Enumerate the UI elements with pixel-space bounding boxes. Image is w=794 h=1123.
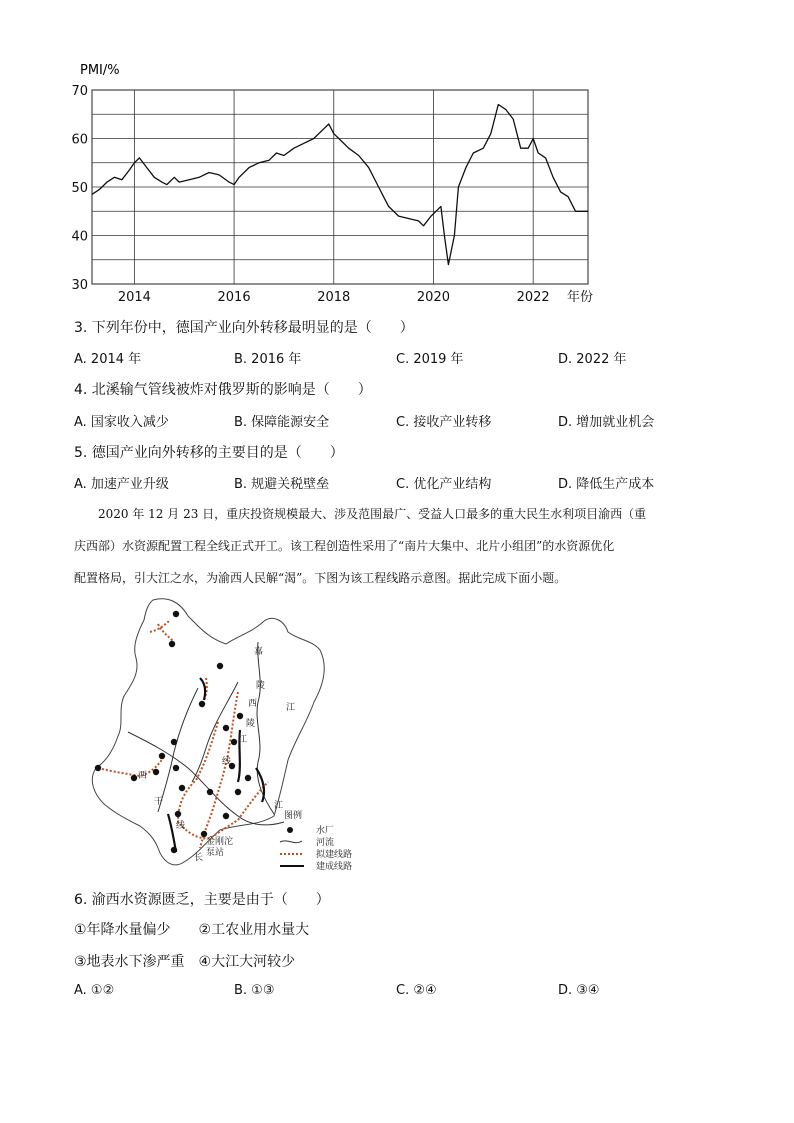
- water-plant-dot: [179, 785, 185, 791]
- water-plant-dot: [173, 611, 179, 617]
- q3-option-b[interactable]: B. 2016 年: [234, 352, 302, 367]
- x-tick-label: 2022: [516, 290, 550, 305]
- water-plant-dot: [171, 739, 177, 745]
- map-label: 江: [286, 703, 296, 713]
- water-plant-dot: [159, 753, 165, 759]
- y-tick-label: 50: [71, 181, 88, 196]
- legend-title: 图例: [284, 811, 303, 821]
- map-legend: [280, 809, 352, 872]
- water-plant-dot: [153, 769, 159, 775]
- pump-station-label: 金刚沱: [206, 837, 234, 847]
- legend-river: 河流: [316, 838, 335, 848]
- passage-line: 庆西部）水资源配置工程全线正式开工。该工程创造性采用了“南片大集中、北片小组团”的水资源优化: [74, 539, 615, 553]
- x-tick-label: 2018: [317, 290, 351, 305]
- map-label: 线: [222, 757, 232, 767]
- pmi-chart: [60, 58, 600, 308]
- river-line: [158, 688, 198, 812]
- map-label: 干: [154, 797, 164, 807]
- water-plant-dot: [223, 813, 229, 819]
- q5-option-d[interactable]: D. 降低生产成本: [558, 477, 655, 492]
- legend-river-symbol: [280, 841, 302, 843]
- legend-plant: 水厂: [316, 826, 335, 836]
- q3-option-c[interactable]: C. 2019 年: [396, 352, 464, 367]
- y-axis-label: PMI/%: [80, 63, 120, 78]
- x-tick-label: 2016: [217, 290, 251, 305]
- passage-line: 2020 年 12 月 23 日，重庆投资规模最大、涉及范围最广、受益人口最多的重大民生水利项目渝西（重: [74, 507, 647, 521]
- y-tick-label: 30: [71, 278, 88, 293]
- q3-option-a[interactable]: A. 2014 年: [74, 352, 142, 367]
- legend-plant-symbol: [287, 827, 293, 833]
- q4-option-a[interactable]: A. 国家收入减少: [74, 415, 169, 430]
- legend-planned: 拟建线路: [316, 850, 353, 860]
- q4-option-d[interactable]: D. 增加就业机会: [558, 415, 655, 430]
- reading-passage: [74, 498, 724, 594]
- water-plant-dot: [95, 765, 101, 771]
- map-label: 江: [274, 801, 284, 811]
- map-label: 西: [248, 699, 258, 709]
- water-plant-dot: [173, 765, 179, 771]
- y-tick-label: 70: [71, 84, 88, 99]
- q6-statement-1: ①年降水量偏少 ②工农业用水量大: [74, 922, 310, 938]
- question-4-stem: 4. 北溪输气管线被炸对俄罗斯的影响是（ ）: [74, 382, 372, 398]
- map-label: 陵: [256, 681, 266, 691]
- water-plant-dot: [131, 775, 137, 781]
- q6-option-d[interactable]: D. ③④: [558, 983, 600, 998]
- q6-option-a[interactable]: A. ①②: [74, 983, 115, 998]
- water-plant-dot: [199, 701, 205, 707]
- pmi-series-line: [92, 105, 588, 265]
- question-5-stem: 5. 德国产业向外转移的主要目的是（ ）: [74, 445, 344, 461]
- legend-built: 建成线路: [316, 862, 353, 872]
- water-project-map: [88, 592, 378, 877]
- q3-option-d[interactable]: D. 2022 年: [558, 352, 627, 367]
- q6-statement-2: ③地表水下渗严重 ④大江大河较少: [74, 954, 296, 970]
- q6-option-b[interactable]: B. ①③: [234, 983, 275, 998]
- water-plant-dot: [171, 847, 177, 853]
- water-plant-dot: [207, 789, 213, 795]
- map-label: 陵: [246, 719, 256, 729]
- x-tick-label: 2020: [416, 290, 451, 305]
- pump-station-label: 泵站: [206, 848, 225, 858]
- question-3-stem: 3. 下列年份中，德国产业向外转移最明显的是（ ）: [74, 320, 414, 336]
- planned-route: [98, 620, 268, 848]
- water-plant-dot: [223, 725, 229, 731]
- water-plant-dot: [245, 775, 251, 781]
- x-axis-label: 年份: [566, 290, 594, 305]
- water-plant-dot: [231, 739, 237, 745]
- q4-option-b[interactable]: B. 保障能源安全: [234, 415, 330, 430]
- water-plant-markers: [95, 611, 251, 853]
- map-label: 嘉: [254, 647, 264, 657]
- q5-option-c[interactable]: C. 优化产业结构: [396, 477, 492, 492]
- water-plant-dot: [235, 789, 241, 795]
- q6-option-c[interactable]: C. ②④: [396, 983, 437, 998]
- map-label: 长: [194, 853, 204, 863]
- water-plant-dot: [169, 641, 175, 647]
- q4-option-c[interactable]: C. 接收产业转移: [396, 415, 492, 430]
- water-plant-dot: [175, 811, 181, 817]
- y-tick-label: 60: [71, 132, 88, 148]
- water-plant-dot: [217, 663, 223, 669]
- map-label: 江: [238, 735, 248, 745]
- x-tick-label: 2014: [117, 290, 151, 305]
- water-plant-dot: [237, 713, 243, 719]
- y-tick-label: 40: [71, 229, 88, 245]
- q5-option-b[interactable]: B. 规避关税壁垒: [234, 477, 330, 492]
- map-label: 线: [176, 821, 186, 831]
- q5-option-a[interactable]: A. 加速产业升级: [74, 477, 169, 492]
- map-label: 西: [138, 771, 148, 781]
- passage-line: 配置格局，引大江之水，为渝西人民解“渴”。下图为该工程线路示意图。据此完成下面小题。: [74, 571, 567, 585]
- question-6-stem: 6. 渝西水资源匮乏，主要是由于（ ）: [74, 892, 330, 908]
- river-line: [257, 642, 274, 814]
